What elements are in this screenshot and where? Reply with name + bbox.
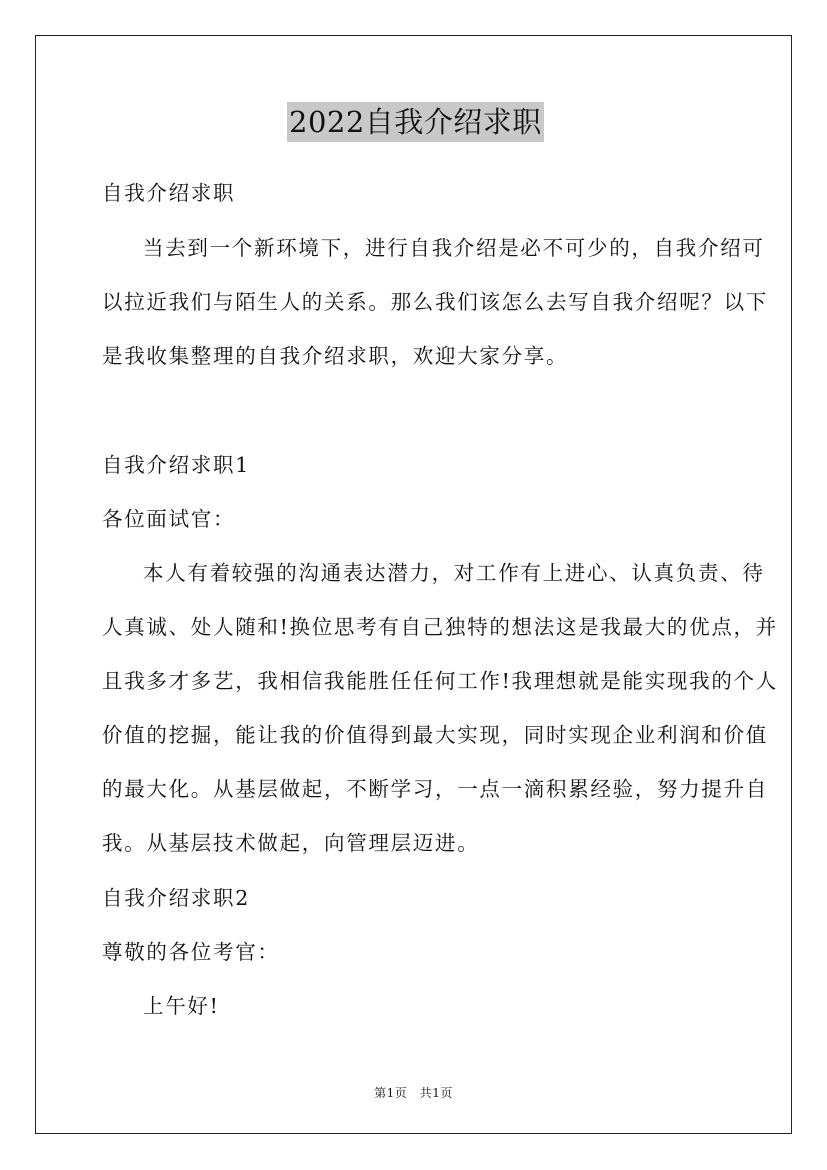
paragraph-line: 价值的挖掘，能让我的价值得到最大实现，同时实现企业利润和价值 bbox=[102, 723, 768, 747]
salutation: 各位面试官： bbox=[102, 507, 236, 531]
greeting: 上午好! bbox=[143, 994, 220, 1018]
salutation: 尊敬的各位考官： bbox=[102, 940, 280, 964]
section-heading-2: 自我介绍求职2 bbox=[102, 886, 250, 910]
paragraph-line: 以拉近我们与陌生人的关系。那么我们该怎么去写自我介绍呢？以下 bbox=[102, 290, 768, 314]
document-title: 2022自我介绍求职 bbox=[287, 102, 544, 142]
paragraph-line: 当去到一个新环境下，进行自我介绍是必不可少的，自我介绍可 bbox=[143, 236, 765, 260]
paragraph-line: 人真诚、处人随和!换位思考有自己独特的想法这是我最大的优点，并 bbox=[102, 615, 778, 639]
page-footer: 第1页 共1页 bbox=[374, 1086, 453, 1100]
section-heading: 自我介绍求职 bbox=[102, 181, 236, 205]
section-heading-1: 自我介绍求职1 bbox=[102, 453, 250, 477]
paragraph-line: 本人有着较强的沟通表达潜力，对工作有上进心、认真负责、待 bbox=[143, 561, 765, 585]
paragraph-line: 且我多才多艺，我相信我能胜任任何工作!我理想就是能实现我的个人 bbox=[102, 669, 778, 693]
paragraph-line: 是我收集整理的自我介绍求职，欢迎大家分享。 bbox=[102, 344, 569, 368]
paragraph-line: 我。从基层技术做起，向管理层迈进。 bbox=[102, 831, 480, 855]
paragraph-line: 的最大化。从基层做起，不断学习，一点一滴积累经验，努力提升自 bbox=[102, 777, 768, 801]
